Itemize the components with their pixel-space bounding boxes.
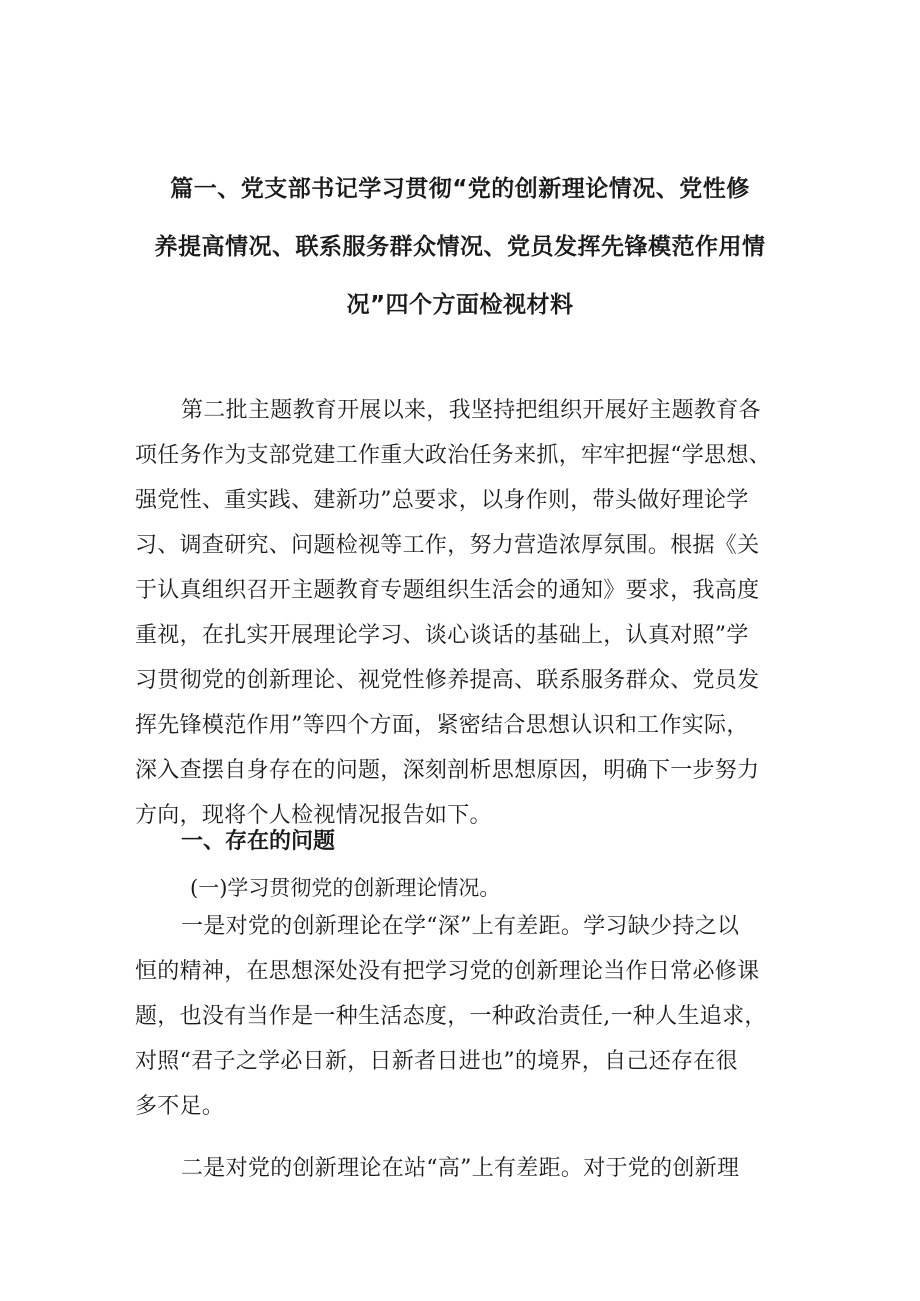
- paragraph-line: 恒的精神，在思想深处没有把学习党的创新理论当作日常必修课: [135, 959, 760, 984]
- paragraph-line: 一是对党的创新理论在学“深”上有差距。学习缺少持之以: [181, 914, 740, 939]
- subsection-heading: (一)学习贯彻党的创新理论情况。: [190, 876, 501, 900]
- paragraph-line: 挥先锋模范作用”等四个方面，紧密结合思想认识和工作实际，: [135, 713, 749, 738]
- paragraph-line: 二是对党的创新理论在站“高”上有差距。对于党的创新理: [181, 1156, 740, 1181]
- paragraph-line: 多不足。: [135, 1094, 225, 1119]
- paragraph-line: 强党性、重实践、建新功”总要求，以身作则，带头做好理论学: [135, 488, 749, 513]
- paragraph-line: 于认真组织召开主题教育专题组织生活会的通知》要求，我高度: [135, 578, 760, 603]
- paragraph-line: 对照“君子之学必日新，日新者日进也”的境界，自己还存在很: [135, 1049, 738, 1074]
- paragraph-line: 习贯彻党的创新理论、视党性修养提高、联系服务群众、党员发: [135, 668, 760, 693]
- paragraph-line: 重视，在扎实开展理论学习、谈心谈话的基础上，认真对照”学: [135, 623, 749, 648]
- paragraph-line: 项任务作为支部党建工作重大政治任务来抓，牢牢把握“学思想、: [135, 443, 771, 468]
- title-line: 篇一、党支部书记学习贯彻“党的创新理论情况、党性修: [170, 176, 750, 202]
- body-paragraph: [135, 904, 797, 1129]
- document-title: [130, 160, 790, 334]
- title-line: 况”四个方面检视材料: [346, 292, 574, 318]
- paragraph-line: 方向，现将个人检视情况报告如下。: [135, 803, 492, 828]
- paragraph-line: 习、调查研究、问题检视等工作，努力营造浓厚氛围。根据《关: [135, 533, 760, 558]
- paragraph-line: 第二批主题教育开展以来，我坚持把组织开展好主题教育各: [181, 398, 761, 423]
- paragraph-line: 题，也没有当作是一种生活态度，一种政治责任,一种人生追求，: [135, 1004, 767, 1029]
- section-heading: 一、存在的问题: [181, 829, 336, 854]
- body-paragraph: [135, 1146, 797, 1191]
- title-line: 养提高情况、联系服务群众情况、党员发挥先锋模范作用情: [154, 234, 766, 260]
- intro-paragraph: [135, 388, 797, 838]
- paragraph-line: 深入查摆自身存在的问题，深刻剖析思想原因，明确下一步努力: [135, 758, 760, 783]
